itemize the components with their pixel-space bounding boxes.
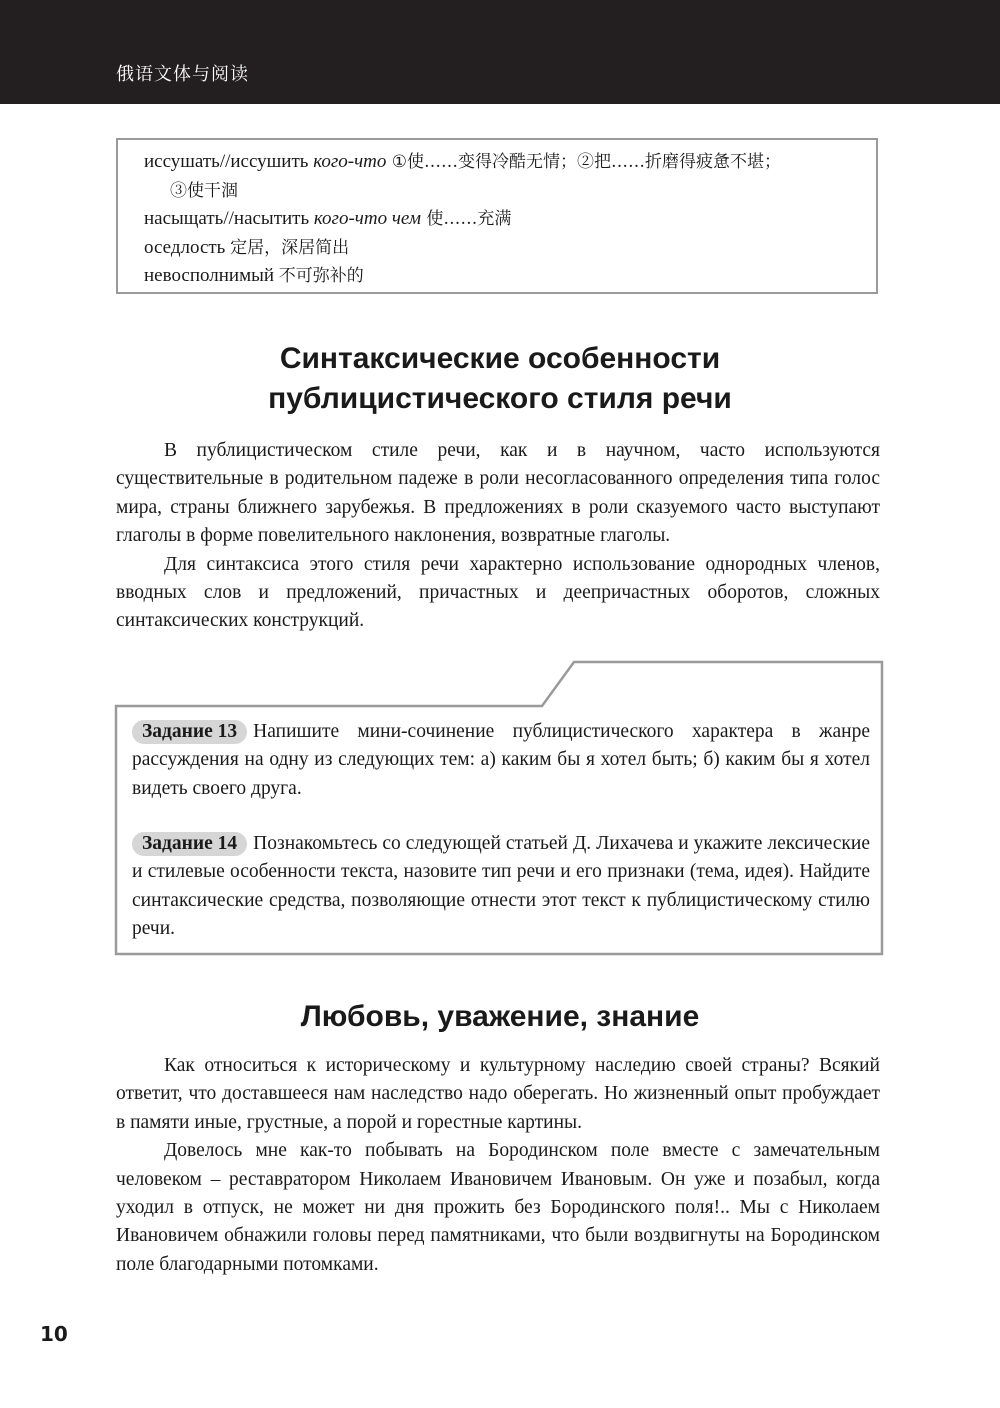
task-14-text: Познакомьтесь со следующей статьей Д. Лихачева и укажите лексические и стилевые особенности текста, назовите тип речи и его признаки (тема, идея). Найдите синтаксические средства, позволяющие отнести этот текст к публицистическому стилю речи. — [132, 833, 870, 940]
article-body — [116, 1052, 880, 1279]
vocab-entry-continuation: ③使干涸 — [170, 180, 238, 201]
vocab-entry: иссушать//иссушить кого-что ①使……变得冷酷无情；②把……折磨得疲惫不堪； — [144, 151, 782, 172]
task-13-badge: Задание 13 — [132, 720, 247, 744]
article-title: Любовь, уважение, знание — [300, 1000, 700, 1033]
page-header — [0, 0, 1000, 104]
vocab-entry: насыщать//насытить кого-что чем 使……充满 — [144, 208, 512, 229]
book-title: 俄语文体与阅读 — [116, 64, 249, 85]
page-number: 10 — [40, 1322, 68, 1346]
vocab-entry: невосполнимый 不可弥补的 — [144, 265, 364, 286]
section-title-line-1: Синтаксические особенности — [279, 342, 721, 375]
section-1-body — [116, 437, 880, 636]
task-13 — [132, 718, 870, 803]
task-14 — [132, 830, 870, 944]
paragraph: Как относиться к историческому и культурному наследию своей страны? Всякий ответит, что доставшееся нам наследство надо оберегать. Но жизненный опыт пробуждает в памяти иные, грустные, а порой и горестные картины. — [116, 1055, 880, 1133]
task-14-badge: Задание 14 — [132, 832, 247, 856]
vocabulary-box — [116, 138, 878, 294]
paragraph: Для синтаксиса этого стиля речи характерно использование однородных членов, вводных слов и предложений, причастных и деепричастных оборотов, сложных синтаксических конструкций. — [116, 553, 880, 632]
task-13-text: Напишите мини-сочинение публицистического характера в жанре рассуждения на одну из следующих тем: а) каким бы я хотел быть; б) каким бы я хотел видеть своего друга. — [132, 721, 870, 799]
vocab-entry: оседлость 定居，深居简出 — [144, 236, 350, 258]
paragraph: Довелось мне как-то побывать на Бородинском поле вместе с замечательным человеком – реставратором Николаем Ивановичем Ивановым. Он уже и позабыл, когда уходил в отпуск, не может ни дня прожить без Бородинского поля!.. Мы с Николаем Ивановичем обнажили головы перед памятниками, что были воздвигнуты на Бородинском поле благодарными потомками. — [116, 1140, 880, 1275]
section-title-line-2: публицистического стиля речи — [268, 382, 732, 415]
paragraph: В публицистическом стиле речи, как и в научном, часто используются существительные в родительном падеже в роли несогласованного определения типа голос мира, страны ближнего зарубежья. В предложениях в роли сказуемого часто выступают глаголы в форме повелительного наклонения, возвратные глаголы. — [116, 440, 880, 547]
